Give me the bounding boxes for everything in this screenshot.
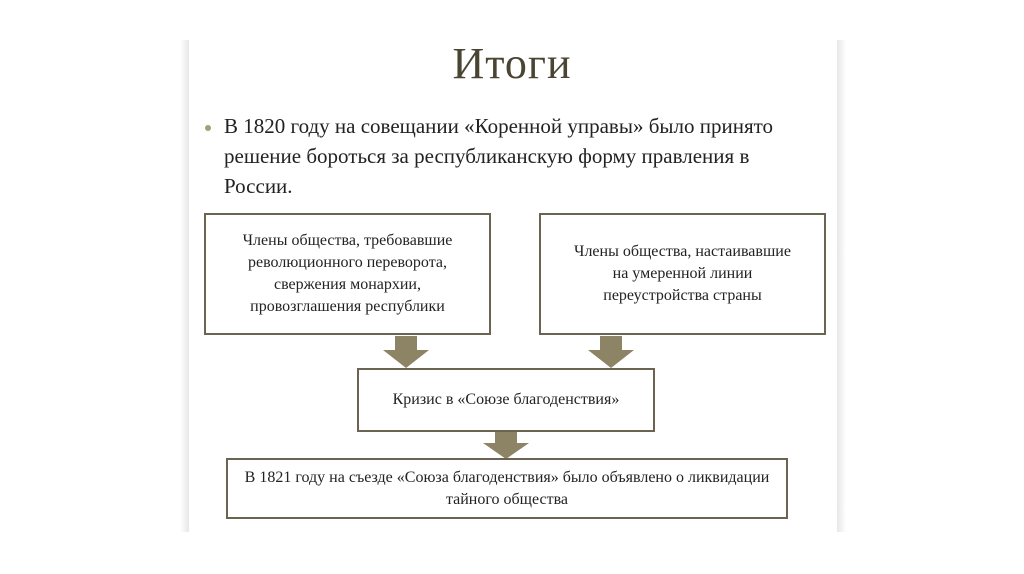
arrow-down-icon: [483, 432, 529, 459]
slide-shadow-right: [836, 40, 846, 532]
box-result-text: В 1821 году на съезде «Союза благоденствия» было объявлено о ликвидации тайного общества: [244, 468, 770, 508]
slide-title: Итоги: [452, 39, 572, 88]
box-radical-members-text: Члены общества, требовавшие революционного переворота, свержения монархии, провозглашения республики: [242, 232, 453, 315]
box-crisis-text: Кризис в «Союзе благоденствия»: [392, 391, 620, 408]
arrow-down-icon: [383, 336, 429, 368]
box-moderate-members: [539, 213, 826, 335]
box-radical-members: [204, 213, 491, 335]
bullet-text: В 1820 году на совещании «Коренной управы» было принято решение бороться за республиканскую форму правления в России.: [224, 114, 774, 198]
box-crisis: [357, 368, 655, 432]
box-result: [226, 458, 788, 519]
box-moderate-members-text: Члены общества, настаивавшие на умеренной линии переустройства страны: [574, 243, 791, 304]
arrow-down-icon: [588, 336, 634, 368]
bullet-dot-icon: [205, 125, 211, 131]
